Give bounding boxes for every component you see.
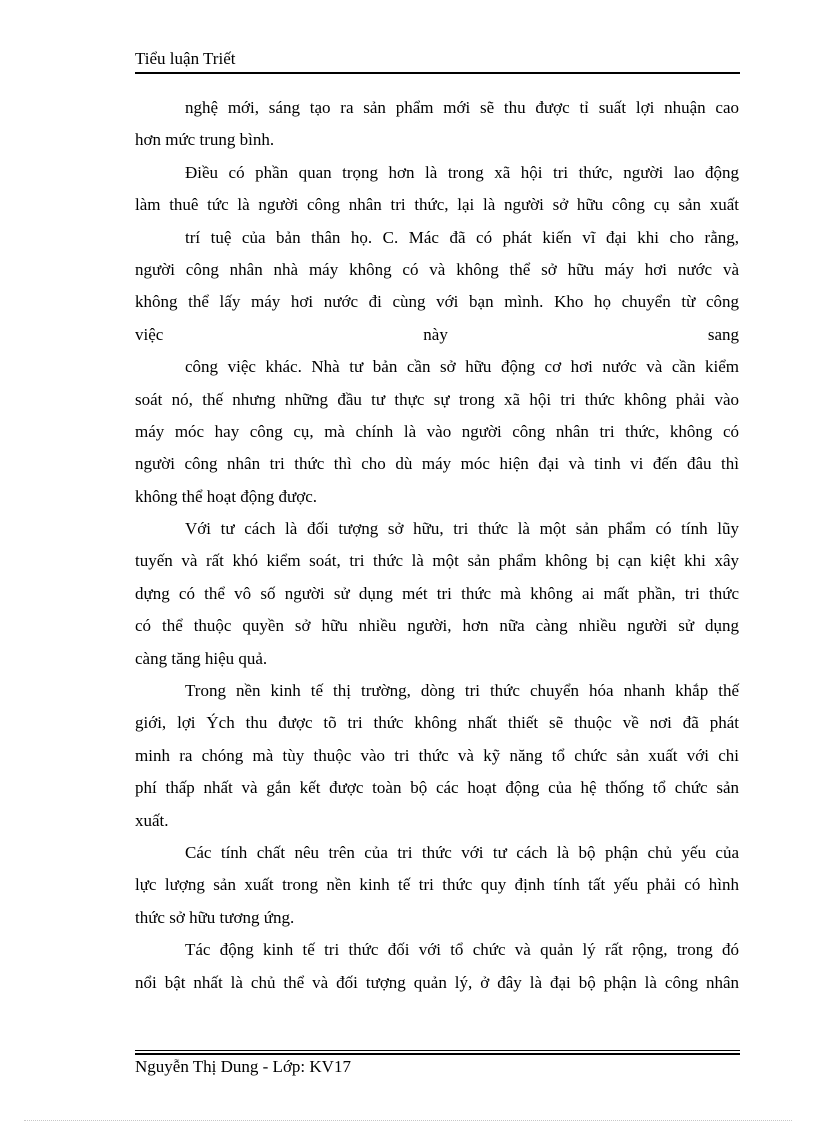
text-line: nghệ mới, sáng tạo ra sản phẩm mới sẽ thu được tỉ suất lợi nhuận cao: [185, 98, 739, 117]
text-line: lực lượng sản xuất trong nền kinh tế tri thức quy định tính tất yếu phải có hình: [135, 875, 739, 895]
text-line: thức sở hữu tương ứng.: [135, 907, 295, 927]
footer-rule: [135, 1053, 740, 1055]
text-line: công việc khác. Nhà tư bản cần sở hữu động cơ hơi nước và cần kiểm: [185, 357, 739, 377]
text-line: trí tuệ của bản thân họ. C. Mác đã có phát kiến vĩ đại khi cho rằng,: [185, 227, 739, 247]
text-line: người công nhân nhà máy không có và không thể sở hữu máy hơi nước và: [135, 259, 739, 279]
text-line: người công nhân tri thức thì cho dù máy móc hiện đại và tinh vi đến đâu thì: [135, 454, 739, 474]
text-line: Tác động kinh tế tri thức đối với tổ chức và quản lý rất rộng, trong đó: [185, 940, 739, 960]
text-line: Trong nền kinh tế thị trường, dòng tri thức chuyển hóa nhanh khắp thế: [185, 681, 739, 701]
text-line: máy móc hay công cụ, mà chính là vào người công nhân tri thức, không có: [135, 421, 739, 441]
text-line: không thể hoạt động được.: [135, 486, 318, 506]
text-line: Với tư cách là đối tượng sở hữu, tri thức là một sản phẩm có tính lũy: [185, 519, 739, 539]
text-line: không thể lấy máy hơi nước đi cùng với bạn mình. Kho họ chuyển từ công: [135, 292, 739, 312]
page-edge-divider: [24, 1120, 792, 1121]
header-rule: [135, 72, 740, 74]
text-line: minh ra chóng mà tùy thuộc vào tri thức và kỹ năng tổ chức sản xuất với chi: [135, 745, 739, 765]
text-line: xuất.: [135, 810, 169, 830]
text-line: Các tính chất nêu trên của tri thức với tư cách là bộ phận chủ yếu của: [185, 842, 739, 862]
text-line: Điều có phần quan trọng hơn là trong xã hội tri thức, người lao động: [185, 162, 739, 182]
text-line: soát nó, thế nhưng những đầu tư thực sự trong xã hội tri thức không phải vào: [135, 389, 739, 409]
text-line: hơn mức trung bình.: [135, 130, 275, 150]
running-footer: Nguyễn Thị Dung - Lớp: KV17: [135, 1057, 351, 1076]
text-line: có thể thuộc quyền sở hữu nhiều người, hơn nữa càng nhiều người sử dụng: [135, 616, 739, 636]
body-text: [135, 92, 739, 999]
text-line: càng tăng hiệu quả.: [135, 648, 268, 668]
running-header: Tiểu luận Triết: [135, 49, 236, 68]
text-line: giới, lợi Ých thu được tõ tri thức không nhất thiết sẽ thuộc về nơi đã phát: [135, 713, 739, 733]
text-line: phí thấp nhất và gắn kết được toàn bộ các hoạt động của hệ thống tổ chức sản: [135, 778, 739, 798]
text-line: việc này sang: [135, 324, 739, 344]
text-line: tuyến và rất khó kiểm soát, tri thức là một sản phẩm không bị cạn kiệt khi xây: [135, 551, 739, 571]
text-line: nổi bật nhất là chủ thể và đối tượng quản lý, ở đây là đại bộ phận là công nhân: [135, 972, 739, 992]
footer-rule: [135, 1050, 740, 1051]
text-line: làm thuê tức là người công nhân tri thức, lại là người sở hữu công cụ sản xuất: [135, 195, 739, 215]
text-line: dựng có thể vô số người sử dụng mét tri thức mà không ai mất phần, tri thức: [135, 583, 739, 603]
